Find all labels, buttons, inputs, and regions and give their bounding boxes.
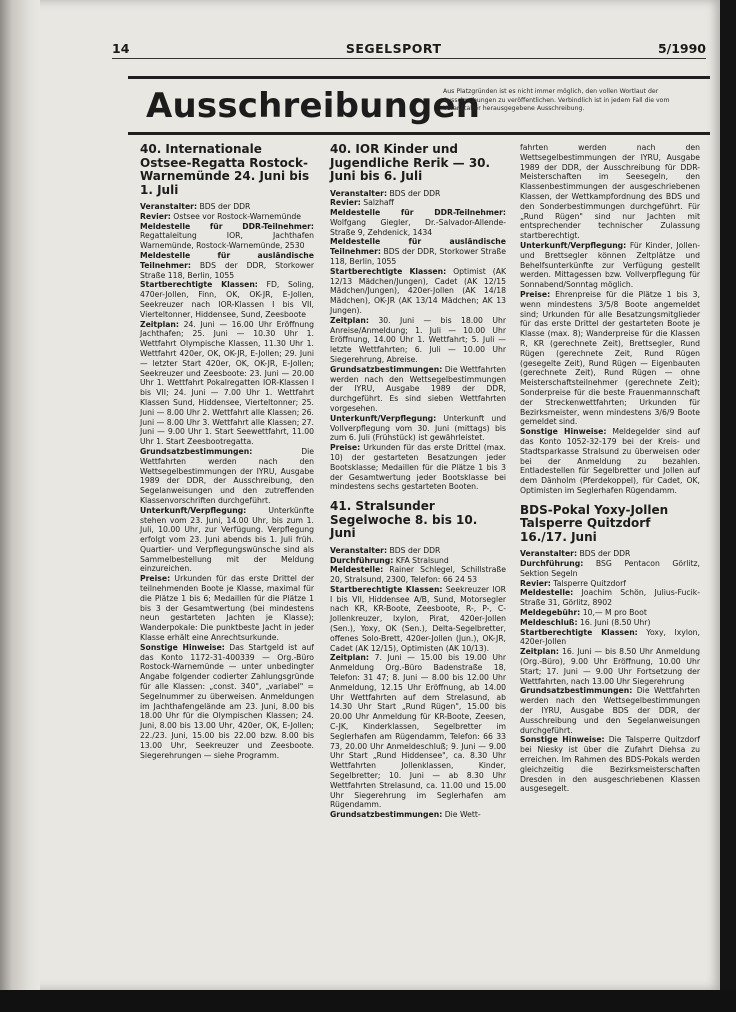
announcement-paragraph: Meldestelle für DDR-Teilnehmer: Regattaleitung IOR, Jachthafen Warnemünde, Rostock-Warnemünde, 2530 bbox=[140, 221, 314, 251]
column-1 bbox=[140, 143, 314, 760]
running-header bbox=[112, 34, 706, 59]
announcement-paragraph: Unterkunft/Verpflegung: Unterkünfte stehen vom 23. Juni, 14.00 Uhr, bis zum 1. Juli, 10.00 Uhr, zur Verfügung. Verpflegung erfolgt vom 23. Juni abends bis 1. Juli früh. Quartier- und Verpflegungswünsche sind als Sammelbestellung mit der Meldung einzureichen. bbox=[140, 505, 314, 574]
column-2 bbox=[330, 143, 506, 820]
announcement-paragraph: Preise: Urkunden für das erste Drittel (max. 10) der gestarteten Besatzungen jeder Bootsklasse; Medaillen für die Plätze 1 bis 3 der Gesamtwertung jeder Bootsklasse bei mindestens sechs gestarteten Booten. bbox=[330, 443, 506, 492]
publication-title: SEGELSPORT bbox=[345, 41, 442, 56]
announcement-paragraph: Grundsatzbestimmungen: Die Wett- bbox=[330, 810, 481, 820]
announcement-heading: 40. IOR Kinder und Jugendliche Rerik — 30. Juni bis 6. Juli bbox=[330, 142, 491, 183]
announcement-paragraph: Startberechtigte Klassen: FD, Soling, 470er-Jollen, Finn, OK, OK-JR, E-Jollen, Seekreuzer nach IOR-Klassen I bis VII, Vierteltonner, Hiddensee, Sund, Zeesboote bbox=[140, 280, 314, 319]
announcement-paragraph: Revier: Salzhaff bbox=[330, 198, 394, 208]
masthead-note: Aus Platzgründen ist es nicht immer möglich, den vollen Wortlaut der Ausschreibungen zu veröffentlichen. Verbindlich ist in jedem Fall die vom Veranstalter herausgegebene Ausschreibung. bbox=[443, 88, 670, 113]
column-3 bbox=[520, 143, 700, 794]
issue-number: 5/1990 bbox=[657, 41, 706, 56]
scan-bottom-edge bbox=[0, 990, 736, 1012]
announcement-paragraph: Meldestelle für ausländische Teilnehmer: BDS der DDR, Storkower Straße 118, Berlin, 1055 bbox=[330, 237, 506, 267]
announcement-paragraph: Sonstige Hinweise: Das Startgeld ist auf das Konto 1172-31-400339 — Org.-Büro Rostock-Warnemünde — unter unbedingter Angabe folgender codierter Zahlungsgründe für alle Klassen: „const. 340", „variabel" = Segelnummer zu überweisen. Anmeldungen im Jachthafengelände am 23. Juni, 8.00 bis 18.00 Uhr für die Olympischen Klassen; 24. Juni, 8.00 bis 13.00 Uhr, 420er, OK, E-Jollen; 22./23. Juni, 15.00 bis 22.00 bzw. 8.00 bis 13.00 Uhr, Seekreuzer und Zeesboote. Siegerehrungen — siehe Programm. bbox=[140, 642, 314, 760]
announcement-paragraph: Meldestelle für ausländische Teilnehmer: BDS der DDR, Storkower Straße 118, Berlin, 1055 bbox=[140, 250, 314, 280]
announcement-paragraph: Zeitplan: 7. Juni — 15.00 bis 19.00 Uhr Anmeldung Org.-Büro Badenstraße 18, Telefon: 31 47; 8. Juni — 8.00 bis 12.00 Uhr Anmeldung, 12.15 Uhr Eröffnung, ab 14.00 Uhr Wettfahrten auf dem Strelasund, ab 14.30 Uhr Start „Rund Rügen", 15.00 bis 20.00 Uhr Anmeldung für KR-Boote, Zeesen, C-JK, Kinderklassen, Segelbretter im Seglerhafen am Rügendamm, Telefon: 66 33 73, 20.00 Uhr Anmeldeschluß; 9. Juni — 9.00 Uhr Start „Rund Hiddensee", ca. 8.30 Uhr Wettfahrten Jollenklassen, Kinder, Segelbretter; 10. Juni — ab 8.30 Uhr Wettfahrten Strelasund, ca. 11.00 und 15.00 Uhr Siegerehrung im Seglerhafen am Rügendamm. bbox=[330, 653, 506, 810]
announcement-paragraph: Veranstalter: BDS der DDR bbox=[140, 202, 251, 211]
announcement-paragraph: Veranstalter: BDS der DDR bbox=[520, 549, 631, 559]
announcement-heading: 41. Stralsunder Segelwoche 8. bis 10. Juni bbox=[330, 499, 478, 541]
announcement-heading: 40. Internationale Ostsee-Regatta Rostock-Warnemünde 24. Juni bis 1. Juli bbox=[140, 142, 310, 197]
announcement-paragraph: Meldeschluß: 16. Juni (8.50 Uhr) bbox=[520, 617, 651, 627]
announcement-paragraph: Veranstalter: BDS der DDR bbox=[330, 188, 441, 198]
page-number: 14 bbox=[112, 41, 130, 56]
announcement-paragraph: Meldestelle: Joachim Schön, Julius-Fucik-Straße 31, Görlitz, 8902 bbox=[520, 588, 700, 608]
announcement-paragraph: Meldestelle für DDR-Teilnehmer: Wolfgang Giegler, Dr.-Salvador-Allende-Straße 9, Zehdenick, 1434 bbox=[330, 208, 506, 237]
page-binding-shadow bbox=[0, 0, 40, 990]
announcement-paragraph: Grundsatzbestimmungen: Die Wettfahrten werden nach den Wettsegelbestimmungen der IYRU, Ausgabe 1989 der DDR, durchgeführt. Es sind sieben Wettfahrten vorgesehen. bbox=[330, 364, 506, 414]
announcement-paragraph: Grundsatzbestimmungen: Die Wettfahrten werden nach den Wettsegelbestimmungen der IYRU, Ausgabe BDS der DDR, der Ausschreibung und den Segelanweisungen durchgeführt. bbox=[520, 686, 700, 735]
announcement-body bbox=[330, 189, 506, 493]
announcement-paragraph: Preise: Ehrenpreise für die Plätze 1 bis 3, wenn mindestens 3/5/8 Boote angemeldet sind; Urkunden für alle Besatzungsmitglieder für das erste Drittel der gestarteten Boote je Klasse (max. 8); Wanderpreise für die Klassen R, KR (gerechnete Zeit), Brettsegler, Rund Rügen (gerechnete Zeit, Rund Rügen (gesegelte Zeit), Rund Rügen — Eigenbauten (gerechnete Zeit), Rund Rügen — ohne Meisterschaftsteilnehmer (gerechnete Zeit); Sonderpreise für die beste Frauenmannschaft der Streckenwettfahrten; Urkunden für Bezirksmeister, wenn mindestens 3/6/9 Boote gemeldet sind. bbox=[520, 289, 700, 427]
book-spine bbox=[720, 0, 736, 1012]
announcement-paragraph: Veranstalter: BDS der DDR bbox=[330, 545, 441, 555]
announcement-paragraph: Durchführung: KFA Stralsund bbox=[330, 555, 449, 565]
announcement-paragraph: Meldestelle: Rainer Schlegel, Schillstraße 20, Stralsund, 2300, Telefon: 66 24 53 bbox=[330, 565, 506, 585]
announcement-paragraph: Sonstige Hinweise: Meldegelder sind auf das Konto 1052-32-179 bei der Kreis- und Stadtsparkasse Stralsund zu überweisen oder bei der Anmeldung zu bezahlen. Entladestellen für Segelbretter und Jollen auf dem Dänholm (Pferdekoppel), für Cadet, OK, Optimisten im Seglerhafen Rügendamm. bbox=[520, 427, 700, 495]
announcement-paragraph: Durchführung: BSG Pentacon Görlitz, Sektion Segeln bbox=[520, 558, 700, 578]
announcement-paragraph: Startberechtigte Klassen: Optimist (AK 12/13 Mädchen/Jungen), Cadet (AK 12/15 Mädchen/Jungen), 420er-Jollen (AK 14/18 Mädchen), OK-JR (AK 13/14 Mädchen; AK 13 Jungen). bbox=[330, 266, 506, 316]
announcement-paragraph: Preise: Urkunden für das erste Drittel der teilnehmenden Boote je Klasse, maximal für die Plätze 1 bis 6; Medaillen für die Plätze 1 bis 3 der Gesamtwertung (bei mindestens neun gestarteten Jachten je Klasse); Wanderpokale: Die punktbeste Jacht in jeder Klasse erhält eine Anrechtsurkunde. bbox=[140, 574, 314, 643]
section-masthead bbox=[128, 80, 710, 132]
announcement-paragraph: Startberechtigte Klassen: Yoxy, Ixylon, 420er-Jollen bbox=[520, 627, 701, 647]
announcement-paragraph: Unterkunft/Verpflegung: Unterkunft und Vollverpflegung vom 30. Juni (mittags) bis zum 6. Juli (Frühstück) ist gewährleistet. bbox=[330, 413, 506, 443]
announcement-paragraph: Zeitplan: 16. Juni — bis 8.50 Uhr Anmeldung (Org.-Büro), 9.00 Uhr Eröffnung, 10.00 Uhr Start; 17. Juni — 9.00 Uhr Fortsetzung der Wettfahrten, nach 13.00 Uhr Siegerehrung bbox=[520, 647, 700, 686]
announcement-paragraph: Sonstige Hinweise: Die Talsperre Quitzdorf bei Niesky ist über die Zufahrt Diehsa zu erreichen. Im Rahmen des BDS-Pokals werden gleichzeitig die Bezirksmeisterschaften Dresden in den ausgeschriebenen Klassen ausgesegelt. bbox=[520, 735, 700, 794]
announcement-heading: BDS-Pokal Yoxy-Jollen Talsperre Quitzdorf 16./17. Juni bbox=[520, 502, 669, 544]
masthead-bottom-rule bbox=[128, 132, 710, 135]
announcement-paragraph: Meldegebühr: 10,— M pro Boot bbox=[520, 607, 647, 617]
announcement-body bbox=[330, 546, 506, 820]
announcement-paragraph: Startberechtigte Klassen: Seekreuzer IOR I bis VII, Hiddensee A/B, Sund, Motorsegler nach KR, KR-Boote, Zeesboote, R-, P-, C-Jollenkreuzer, Ixylon, Pirat, 420er-Jollen (Sen.), Yoxy, OK (Sen.), Delta-Segelbretter, offenes Solo-Brett, 420er-Jollen (Jun.), OK-JR, Cadet (AK 12/15), Optimisten (AK 10/13). bbox=[330, 584, 507, 653]
announcement-paragraph: Zeitplan: 24. Juni — 16.00 Uhr Eröffnung Jachthafen; 25. Juni — 10.30 Uhr 1. Wettfahrt Olympische Klassen, 11.30 Uhr 1. Wettfahrt 420er, OK, OK-JR, E-Jollen; 29. Juni — letzter Start 420er, OK, OK-JR, E-Jollen; Seekreuzer und Zeesboote: 23. Juni — 20.00 Uhr 1. Wettfahrt Pokalregatten IOR-Klassen I bis VII; 24. Juni — 7.00 Uhr 1. Wettfahrt Klassen Sund, Hiddensee, Vierteltonner; 25. Juni — 8.00 Uhr 2. Wettfahrt alle Klassen; 26. Juni — 8.00 Uhr 3. Wettfahrt alle Klassen; 27. Juni — 9.00 Uhr 1. Start Seewettfahrt, 11.00 Uhr 1. Start Zeesbootregatta. bbox=[140, 319, 314, 447]
announcement-body bbox=[520, 143, 700, 496]
announcement-paragraph: Revier: Talsperre Quitzdorf bbox=[520, 578, 626, 588]
announcement-body bbox=[140, 202, 314, 760]
announcement-paragraph: Grundsatzbestimmungen: Die Wettfahrten werden nach den Wettsegelbestimmungen der IYRU, Ausgabe 1989 der DDR, der Ausschreibung, den Segelanweisungen und den zutreffenden Klassenvorschriften durchgeführt. bbox=[140, 446, 314, 505]
announcement-body bbox=[520, 549, 700, 794]
section-title: Ausschreibungen bbox=[146, 86, 481, 126]
announcement-paragraph: Zeitplan: 30. Juni — bis 18.00 Uhr Anreise/Anmeldung; 1. Juli — 10.00 Uhr Eröffnung, 14.00 Uhr 1. Wettfahrt; 5. Juli — letzte Wettfahrten; 6. Juli — 10.00 Uhr Siegerehrung, Abreise. bbox=[330, 315, 506, 365]
masthead-top-rule bbox=[128, 76, 710, 79]
announcement-paragraph: fahrten werden nach den Wettsegelbestimmungen der IYRU, Ausgabe 1989 der DDR, der Ausschreibung für DDR-Meisterschaften im Seesegeln, den Klassenbestimmungen der ausgeschriebenen Klassen, der Wettkampfordnung des BDS und den Sonderbestimmungen durchgeführt. Für „Rund Rügen" sind nur Jachten mit entsprechender technischer Zulassung startberechtigt. bbox=[520, 143, 700, 241]
announcement-paragraph: Revier: Ostsee vor Rostock-Warnemünde bbox=[140, 211, 301, 221]
announcement-paragraph: Unterkunft/Verpflegung: Für Kinder, Jollen- und Brettsegler können Zeltplätze und Behelfsunterkünfte zur Verfügung gestellt werden. Mittagessen bzw. Vollverpflegung für Sonnabend/Sonntag möglich. bbox=[520, 240, 700, 290]
